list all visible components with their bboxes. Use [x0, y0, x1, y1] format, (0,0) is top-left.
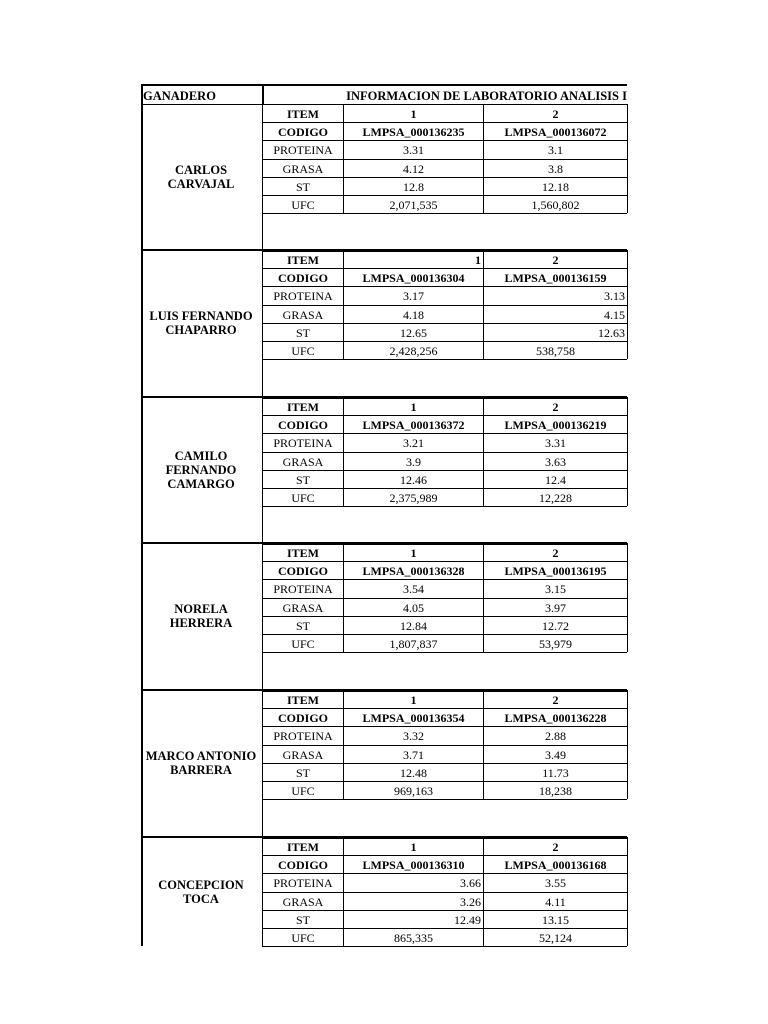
ganadero-header: GANADERO: [143, 88, 216, 103]
row-label-item: ITEM: [286, 839, 319, 854]
row-label-proteina: PROTEINA: [273, 728, 333, 743]
right-border: [627, 397, 628, 506]
sample-2-ufc: 18,238: [539, 783, 572, 798]
row-label-item: ITEM: [286, 399, 319, 414]
row-label-ufc: UFC: [291, 636, 315, 651]
sample-2-proteina: 3.15: [545, 581, 566, 596]
sample-1-ufc: 969,163: [394, 783, 433, 798]
sample-1-proteina: 3.66: [460, 875, 481, 890]
sample-1-codigo: LMPSA_000136328: [362, 563, 465, 578]
row-label-grasa: GRASA: [282, 894, 324, 909]
sample-1-st: 12.49: [454, 912, 481, 927]
sample-1-item: 1: [410, 106, 417, 121]
sample-2-st: 13.15: [542, 912, 569, 927]
sample-1-st: 12.8: [403, 179, 424, 194]
row-label-codigo: CODIGO: [277, 270, 328, 285]
sample-1-proteina: 3.21: [403, 435, 424, 450]
sample-1-codigo: LMPSA_000136372: [362, 417, 465, 432]
row-label-item: ITEM: [286, 106, 319, 121]
row-label-codigo: CODIGO: [277, 857, 328, 872]
sample-2-st: 11.73: [542, 765, 569, 780]
row-label-grasa: GRASA: [282, 161, 324, 176]
sample-1-item: 1: [410, 839, 417, 854]
sample-2-item: 2: [552, 399, 559, 414]
sample-2-codigo: LMPSA_000136159: [504, 270, 607, 285]
sample-1-ufc: 2,071,535: [389, 197, 438, 212]
header-divider: [262, 84, 264, 104]
row-label-codigo: CODIGO: [277, 417, 328, 432]
row-label-codigo: CODIGO: [277, 710, 328, 725]
farmer-name: CARLOS CARVAJAL: [167, 163, 235, 191]
sample-2-codigo: LMPSA_000136219: [504, 417, 607, 432]
farmer-name: CONCEPCION TOCA: [158, 878, 244, 906]
right-border: [627, 104, 628, 213]
row-label-ufc: UFC: [291, 197, 315, 212]
row-line: [262, 506, 627, 507]
sample-1-st: 12.65: [400, 325, 427, 340]
sample-2-grasa: 3.63: [545, 454, 566, 469]
row-label-proteina: PROTEINA: [273, 875, 333, 890]
row-label-grasa: GRASA: [282, 454, 324, 469]
sample-1-codigo: LMPSA_000136354: [362, 710, 465, 725]
report-title: INFORMACION DE LABORATORIO ANALISIS I: [346, 88, 627, 103]
sample-2-proteina: 3.55: [545, 875, 566, 890]
sample-2-proteina: 3.13: [604, 288, 625, 303]
row-label-item: ITEM: [286, 545, 319, 560]
row-line: [262, 213, 627, 214]
sample-1-codigo: LMPSA_000136304: [362, 270, 465, 285]
row-label-proteina: PROTEINA: [273, 288, 333, 303]
sample-1-ufc: 2,428,256: [389, 343, 438, 358]
row-line: [262, 359, 627, 360]
sample-2-item: 2: [552, 839, 559, 854]
farmer-name: NORELA HERRERA: [169, 602, 233, 630]
row-label-grasa: GRASA: [282, 747, 324, 762]
sample-1-st: 12.46: [400, 472, 427, 487]
row-label-ufc: UFC: [291, 930, 315, 945]
sample-2-grasa: 3.8: [548, 161, 563, 176]
sample-1-codigo: LMPSA_000136310: [362, 857, 465, 872]
sample-2-codigo: LMPSA_000136072: [504, 124, 607, 139]
row-label-grasa: GRASA: [282, 600, 324, 615]
sample-1-proteina: 3.31: [403, 142, 424, 157]
sample-1-item: 1: [410, 692, 417, 707]
sample-2-grasa: 3.97: [545, 600, 566, 615]
sample-1-ufc: 2,375,989: [389, 490, 438, 505]
sample-1-grasa: 4.12: [403, 161, 424, 176]
sample-1-proteina: 3.17: [403, 288, 424, 303]
sample-1-grasa: 3.9: [406, 454, 421, 469]
row-line: [262, 946, 627, 947]
sample-1-grasa: 3.26: [460, 894, 481, 909]
sample-2-ufc: 12,228: [539, 490, 572, 505]
row-label-item: ITEM: [286, 692, 319, 707]
sample-1-proteina: 3.32: [403, 728, 424, 743]
row-line: [262, 652, 627, 653]
row-label-ufc: UFC: [291, 783, 315, 798]
sample-2-item: 2: [552, 106, 559, 121]
sample-1-ufc: 1,807,837: [389, 636, 438, 651]
sample-1-grasa: 4.18: [403, 307, 424, 322]
row-label-st: ST: [295, 765, 310, 780]
sample-2-grasa: 4.11: [545, 894, 566, 909]
right-border: [627, 543, 628, 652]
sample-2-ufc: 53,979: [539, 636, 572, 651]
row-label-st: ST: [295, 472, 310, 487]
sample-1-item: 1: [410, 399, 417, 414]
sample-2-st: 12.18: [542, 179, 569, 194]
row-label-proteina: PROTEINA: [273, 581, 333, 596]
sample-2-grasa: 3.49: [545, 747, 566, 762]
sample-2-st: 12.4: [545, 472, 566, 487]
sample-1-grasa: 4.05: [403, 600, 424, 615]
row-line: [262, 799, 627, 800]
sample-2-ufc: 52,124: [539, 930, 572, 945]
row-label-st: ST: [295, 912, 310, 927]
left-border: [141, 84, 143, 946]
sample-2-proteina: 3.31: [545, 435, 566, 450]
header-top-border: [141, 84, 627, 86]
row-label-ufc: UFC: [291, 490, 315, 505]
farmer-name: MARCO ANTONIO BARRERA: [145, 749, 257, 777]
row-label-item: ITEM: [286, 252, 319, 267]
row-label-st: ST: [295, 618, 310, 633]
right-border: [627, 250, 628, 359]
row-label-ufc: UFC: [291, 343, 315, 358]
sample-2-proteina: 2.88: [545, 728, 566, 743]
row-label-grasa: GRASA: [282, 307, 324, 322]
sample-2-item: 2: [552, 692, 559, 707]
sample-2-item: 2: [552, 252, 559, 267]
row-label-codigo: CODIGO: [277, 563, 328, 578]
row-label-st: ST: [295, 179, 310, 194]
sample-1-proteina: 3.54: [403, 581, 424, 596]
sample-2-st: 12.72: [542, 618, 569, 633]
row-label-proteina: PROTEINA: [273, 142, 333, 157]
sample-2-st: 12.63: [598, 325, 625, 340]
sample-1-item: 1: [475, 252, 481, 267]
right-border: [627, 837, 628, 946]
row-label-codigo: CODIGO: [277, 124, 328, 139]
right-border: [627, 690, 628, 799]
sample-1-st: 12.48: [400, 765, 427, 780]
sample-2-ufc: 538,758: [536, 343, 575, 358]
sample-1-codigo: LMPSA_000136235: [362, 124, 465, 139]
row-label-proteina: PROTEINA: [273, 435, 333, 450]
sample-2-ufc: 1,560,802: [531, 197, 580, 212]
sample-1-st: 12.84: [400, 618, 427, 633]
sample-1-item: 1: [410, 545, 417, 560]
farmer-name: LUIS FERNANDO CHAPARRO: [149, 309, 253, 337]
sample-2-codigo: LMPSA_000136228: [504, 710, 607, 725]
sample-2-codigo: LMPSA_000136168: [504, 857, 607, 872]
sample-2-grasa: 4.15: [604, 307, 625, 322]
sample-1-grasa: 3.71: [403, 747, 424, 762]
farmer-name: CAMILO FERNANDO CAMARGO: [165, 449, 237, 491]
sample-2-item: 2: [552, 545, 559, 560]
sample-2-codigo: LMPSA_000136195: [504, 563, 607, 578]
row-label-st: ST: [295, 325, 310, 340]
sample-1-ufc: 865,335: [394, 930, 433, 945]
name-column-border: [262, 104, 263, 946]
sample-2-proteina: 3.1: [548, 142, 563, 157]
